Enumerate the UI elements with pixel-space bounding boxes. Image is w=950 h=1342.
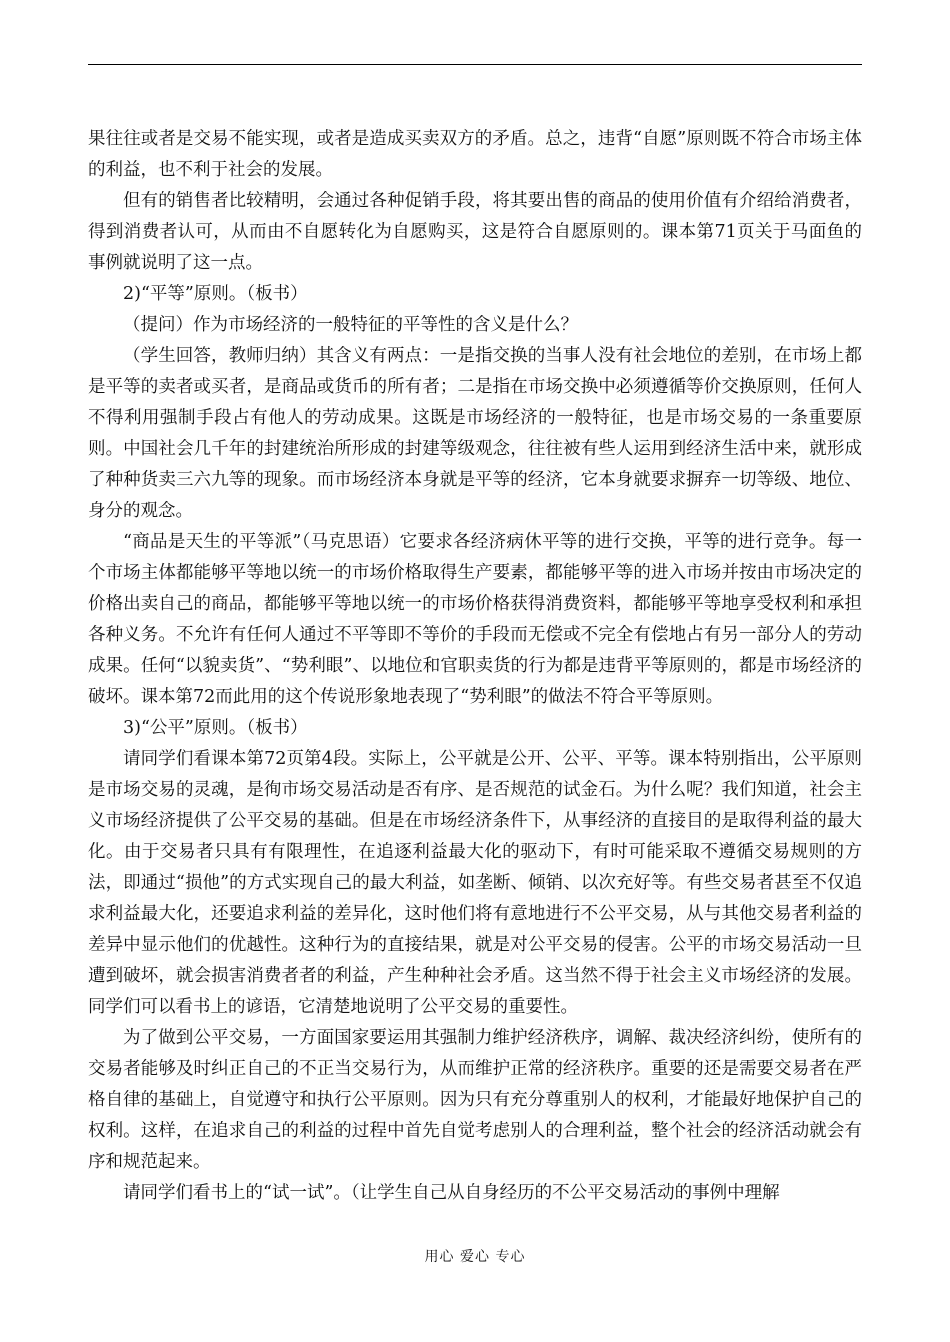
paragraph: “商品是天生的平等派”（马克思语）它要求各经济病休平等的进行交换，平等的进行竞争。每一个市场主体都能够平等地以统一的市场价格取得生产要素，都能够平等的进入市场并按由市场决定的价格出卖自己的商品，都能够平等地以统一的市场价格获得消费资料，都能够平等地享受权利和承担各种义务。不允许有任何人通过不平等即不等价的手段而无偿或不完全有偿地占有另一部分人的劳动成果。任何“以貌卖货”、“势利眼”、以地位和官职卖货的行为都是违背平等原则的，都是市场经济的破坏。课本第72而此用的这个传说形象地表现了“势利眼”的做法不符合平等原则。	[88, 532, 862, 707]
paragraph: 但有的销售者比较精明，会通过各种促销手段，将其要出售的商品的使用价值有介绍给消费者，得到消费者认可，从而由不自愿转化为自愿购买，这是符合自愿原则的。课本第71页关于马面鱼的事例就说明了这一点。	[88, 191, 862, 273]
page-footer: 用心 爱心 专心	[424, 1249, 526, 1265]
section-heading-fairness: 3)“公平”原则。（板书）	[123, 718, 308, 738]
document-body	[88, 124, 862, 1209]
paragraph-question: （提问）作为市场经济的一般特征的平等性的含义是什么？	[123, 315, 578, 335]
paragraph: （学生回答，教师归纳）其含义有两点：一是指交换的当事人没有社会地位的差别，在市场上都是平等的卖者或买者，是商品或货币的所有者；二是指在市场交换中必须遵循等价交换原则，任何人不得利用强制手段占有他人的劳动成果。这既是市场经济的一般特征，也是市场交易的一条重要原则。中国社会几千年的封建统治所形成的封建等级观念，往往被有些人运用到经济生活中来，就形成了种种货卖三六九等的现象。而市场经济本身就是平等的经济，它本身就要求摒弃一切等级、地位、身分的观念。	[88, 346, 862, 521]
header-rule	[88, 64, 862, 65]
paragraph: 为了做到公平交易，一方面国家要运用其强制力维护经济秩序，调解、裁决经济纠纷，使所有的交易者能够及时纠正自己的不正当交易行为，从而维护正常的经济秩序。重要的还是需要交易者在严格自律的基础上，自觉遵守和执行公平原则。因为只有充分尊重别人的权利，才能最好地保护自己的权利。这样，在追求自己的利益的过程中首先自觉考虑别人的合理利益，整个社会的经济活动就会有序和规范起来。	[88, 1028, 862, 1172]
paragraph-continuation: 果往往或者是交易不能实现，或者是造成买卖双方的矛盾。总之，违背“自愿”原则既不符合市场主体的利益，也不利于社会的发展。	[88, 129, 862, 180]
section-heading-equality: 2)“平等”原则。（板书）	[123, 284, 308, 304]
paragraph: 请同学们看课本第72页第4段。实际上，公平就是公开、公平、平等。课本特别指出，公平原则是市场交易的灵魂，是徇市场交易活动是否有序、是否规范的试金石。为什么呢？我们知道，社会主义市场经济提供了公平交易的基础。但是在市场经济条件下，从事经济的直接目的是取得利益的最大化。由于交易者只具有有限理性，在追逐利益最大化的驱动下，有时可能采取不遵循交易规则的方法，即通过“损他”的方式实现自己的最大利益，如垄断、倾销、以次充好等。有些交易者甚至不仅追求利益最大化，还要追求利益的差异化，这时他们将有意地进行不公平交易，从与其他交易者利益的差异中显示他们的优越性。这种行为的直接结果，就是对公平交易的侵害。公平的市场交易活动一旦遭到破坏，就会损害消费者者的利益，产生种种社会矛盾。这当然不得于社会主义市场经济的发展。同学们可以看书上的谚语，它清楚地说明了公平交易的重要性。	[88, 749, 862, 1017]
paragraph: 请同学们看书上的“试一试”。（让学生自己从自身经历的不公平交易活动的事例中理解	[123, 1183, 780, 1203]
